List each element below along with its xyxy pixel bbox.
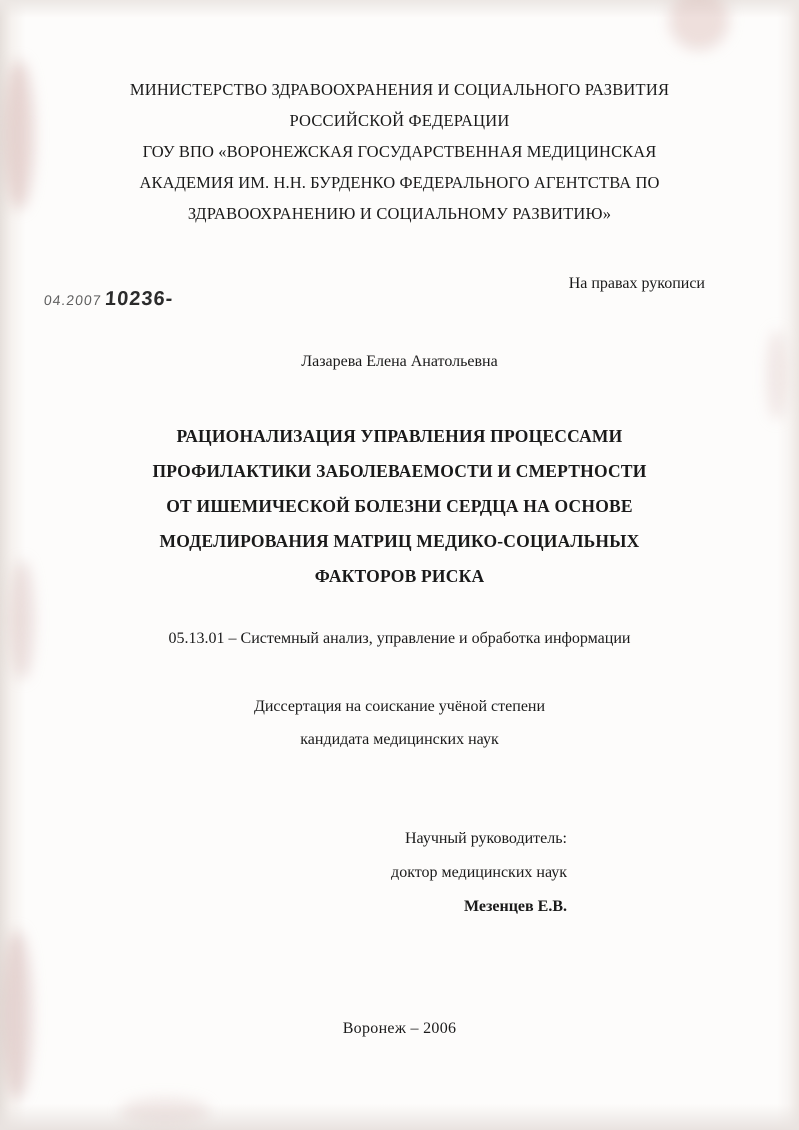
page-content (0, 74, 799, 1038)
title-line-3: ОТ ИШЕМИЧЕСКОЙ БОЛЕЗНИ СЕРДЦА НА ОСНОВЕ (166, 496, 633, 516)
supervisor-block (64, 822, 735, 924)
stamp-date: 04.2007 (43, 292, 103, 308)
scan-edge-top (0, 0, 799, 18)
scan-edge-bottom (0, 1104, 799, 1130)
organization-line-5: ЗДРАВООХРАНЕНИЮ И СОЦИАЛЬНОМУ РАЗВИТИЮ» (187, 204, 612, 223)
degree-line-2: кандидата медицинских наук (300, 731, 499, 748)
organization-line-3: ГОУ ВПО «ВОРОНЕЖСКАЯ ГОСУДАРСТВЕННАЯ МЕДИЦИНСКАЯ (142, 142, 657, 161)
title-line-2: ПРОФИЛАКТИКИ ЗАБОЛЕВАЕМОСТИ И СМЕРТНОСТИ (152, 461, 647, 481)
title-line-1: РАЦИОНАЛИЗАЦИЯ УПРАВЛЕНИЯ ПРОЦЕССАМИ (176, 426, 623, 446)
organization-line-4: АКАДЕМИЯ ИМ. Н.Н. БУРДЕНКО ФЕДЕРАЛЬНОГО АГЕНТСТВА ПО (139, 173, 660, 192)
degree-line-1: Диссертация на соискание учёной степени (253, 698, 546, 715)
rights-note: На правах рукописи (568, 275, 705, 292)
organization-header (64, 74, 735, 229)
organization-line-2: РОССИЙСКОЙ ФЕДЕРАЦИИ (289, 111, 510, 130)
degree-statement (64, 690, 735, 756)
organization-line-1: МИНИСТЕРСТВО ЗДРАВООХРАНЕНИЯ И СОЦИАЛЬНОГО РАЗВИТИЯ (129, 80, 670, 99)
document-title (64, 419, 735, 594)
city-and-year: Воронеж – 2006 (342, 1020, 457, 1037)
supervisor-name: Мезенцев Е.В. (463, 898, 567, 915)
supervisor-degree: доктор медицинских наук (391, 864, 567, 881)
title-line-4: МОДЕЛИРОВАНИЯ МАТРИЦ МЕДИКО-СОЦИАЛЬНЫХ (159, 531, 640, 551)
title-line-5: ФАКТОРОВ РИСКА (314, 566, 485, 586)
stamp-number: 10236- (103, 288, 174, 310)
scan-stain (669, 0, 729, 50)
library-stamp (44, 288, 173, 311)
scan-stain (120, 1098, 210, 1124)
supervisor-label: Научный руководитель: (404, 830, 567, 847)
speciality-code: 05.13.01 – Системный анализ, управление и обработка информации (168, 630, 631, 647)
author-name: Лазарева Елена Анатольевна (301, 353, 498, 370)
